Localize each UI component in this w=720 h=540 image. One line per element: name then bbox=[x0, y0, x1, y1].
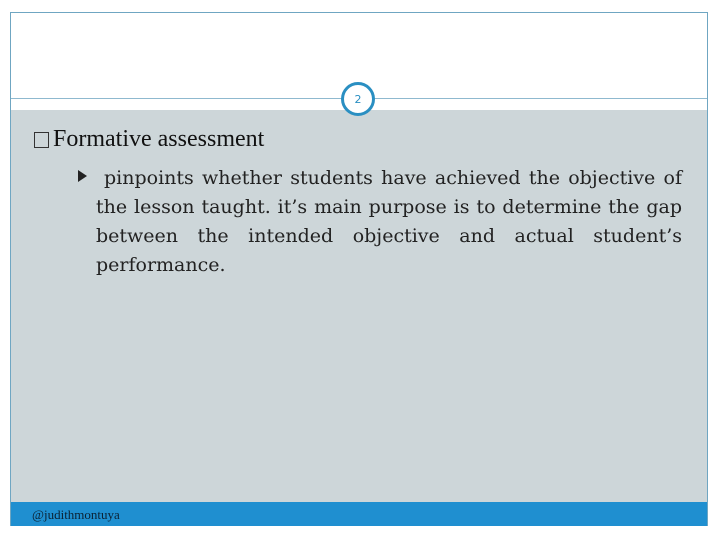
page-number-badge bbox=[341, 82, 375, 116]
slide-title: Formative assessment bbox=[53, 126, 265, 152]
square-bullet-icon bbox=[34, 132, 49, 148]
page-number: 2 bbox=[354, 92, 362, 106]
arrow-bullet-icon bbox=[78, 170, 87, 182]
slide-title-row bbox=[34, 126, 264, 153]
bullet-item bbox=[78, 164, 682, 280]
footer-handle: @judithmontuya bbox=[32, 507, 120, 522]
bullet-text: pinpoints whether students have achieved the objective of the lesson taught. it’s main purpose is to determine the gap between the intended objective and actual student’s performance. bbox=[96, 167, 682, 276]
